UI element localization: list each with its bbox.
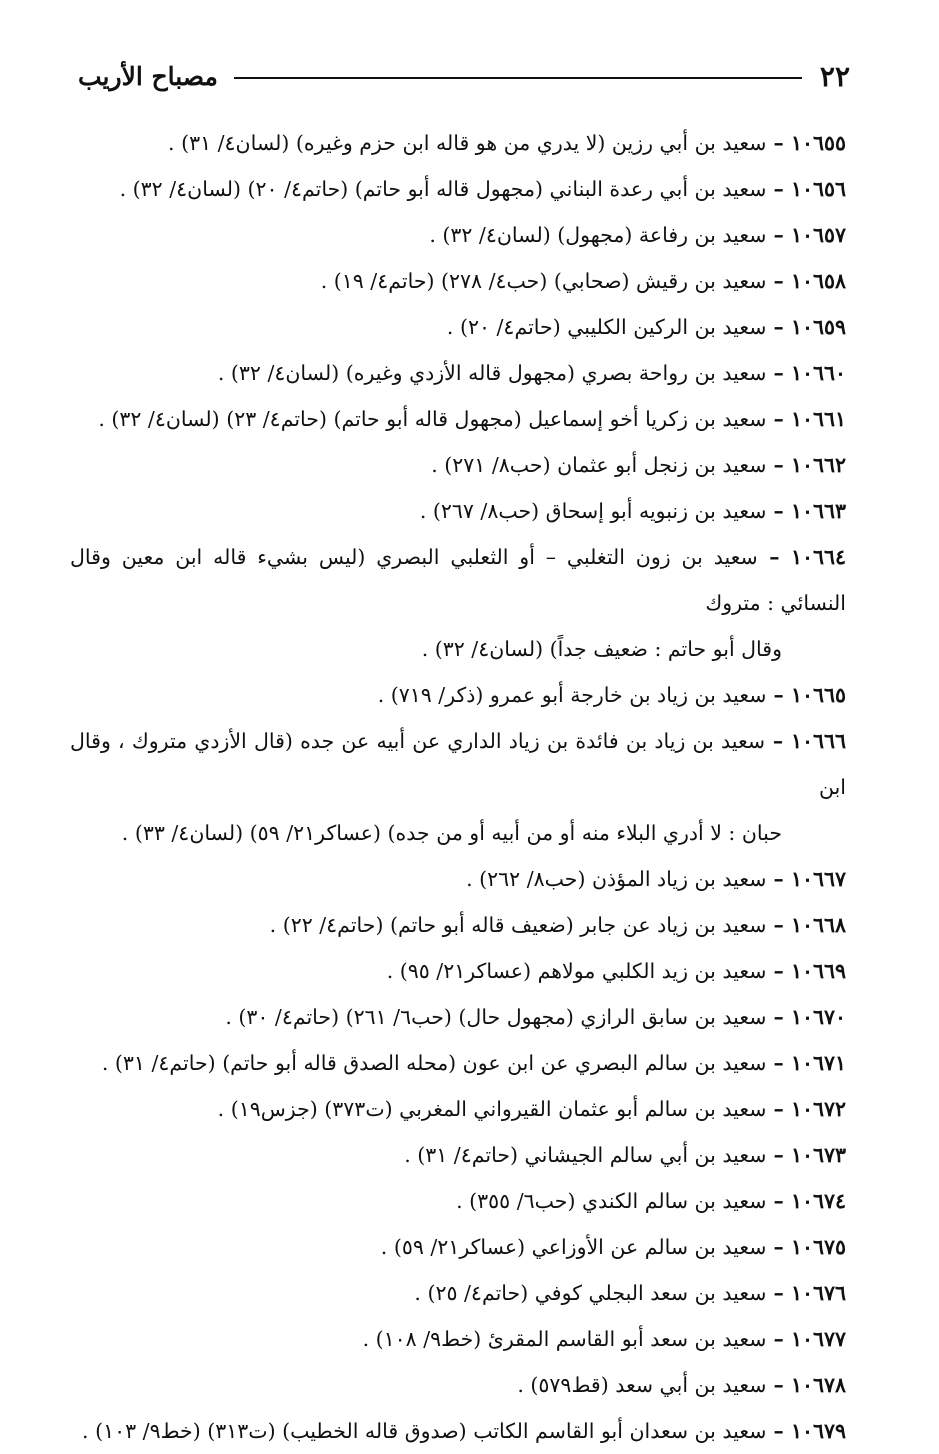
entry-dash: –: [766, 315, 791, 339]
list-item: [70, 166, 846, 212]
entry-number: ١٠٦٥٦: [790, 177, 846, 201]
entry-text: سعيد بن أبي رزين (لا يدري من هو قاله ابن حزم وغيره) (لسان٤/ ٣١) .: [168, 131, 767, 155]
entry-number: ١٠٦٧٤: [790, 1189, 846, 1213]
entry-dash: –: [766, 1051, 791, 1075]
entry-number: ١٠٦٧٩: [790, 1419, 846, 1443]
entry-number: ١٠٦٦٦: [790, 729, 846, 753]
entry-text: سعيد بن زنجل أبو عثمان (حب٨/ ٢٧١) .: [431, 453, 767, 477]
list-item: [70, 258, 846, 304]
list-item: [70, 1270, 846, 1316]
list-item: [70, 1178, 846, 1224]
entry-number: ١٠٦٦٩: [790, 959, 846, 983]
entry-number: ١٠٦٥٥: [790, 131, 846, 155]
entry-number: ١٠٦٥٨: [790, 269, 846, 293]
entry-list: [70, 120, 846, 1454]
entry-dash: –: [766, 1005, 791, 1029]
entry-number: ١٠٦٦٨: [790, 913, 846, 937]
entry-dash: –: [766, 913, 791, 937]
entry-dash: –: [766, 683, 791, 707]
list-item: [70, 350, 846, 396]
entry-dash: –: [766, 177, 791, 201]
entry-text: سعيد بن أبي سعد (قط٥٧٩) .: [517, 1373, 767, 1397]
entry-dash: –: [766, 269, 791, 293]
entry-number: ١٠٦٥٧: [790, 223, 846, 247]
list-item: [70, 1040, 846, 1086]
list-item: [70, 902, 846, 948]
entry-text: سعيد بن سالم عن الأوزاعي (عساكر٢١/ ٥٩) .: [380, 1235, 767, 1259]
book-title: مصباح الأريب: [78, 61, 218, 91]
list-item: [70, 948, 846, 994]
list-item: [70, 672, 846, 718]
entry-text: سعيد بن زياد عن جابر (ضعيف قاله أبو حاتم) (حاتم٤/ ٢٢) .: [269, 913, 767, 937]
list-item: [70, 994, 846, 1040]
entry-dash: –: [766, 1189, 791, 1213]
list-item: [70, 396, 846, 442]
entry-text: سعيد بن سعد أبو القاسم المقرئ (خط٩/ ١٠٨) .: [362, 1327, 767, 1351]
entry-dash: –: [766, 1097, 791, 1121]
entry-dash: –: [766, 959, 791, 983]
list-item: [70, 856, 846, 902]
entry-text: سعيد بن رقيش (صحابي) (حب٤/ ٢٧٨) (حاتم٤/ ١٩) .: [320, 269, 767, 293]
entry-text: سعيد بن زياد المؤذن (حب٨/ ٢٦٢) .: [466, 867, 767, 891]
list-item: [70, 1316, 846, 1362]
entry-text: سعيد بن الركين الكليبي (حاتم٤/ ٢٠) .: [446, 315, 767, 339]
entry-dash: –: [766, 1373, 791, 1397]
entry-number: ١٠٦٧٨: [790, 1373, 846, 1397]
entry-number: ١٠٦٦٣: [790, 499, 846, 523]
entry-number: ١٠٦٦٤: [790, 545, 846, 569]
entry-dash: –: [766, 453, 791, 477]
entry-number: ١٠٦٧٧: [790, 1327, 846, 1351]
entry-number: ١٠٦٧٢: [790, 1097, 846, 1121]
entry-continuation: وقال أبو حاتم : ضعيف جداً) (لسان٤/ ٣٢) .: [421, 637, 782, 661]
entry-number: ١٠٦٦٧: [790, 867, 846, 891]
entry-text: سعيد بن زكريا أخو إسماعيل (مجهول قاله أبو حاتم) (حاتم٤/ ٢٣) (لسان٤/ ٣٢) .: [98, 407, 767, 431]
entry-continuation: حبان : لا أدري البلاء منه أو من أبيه أو من جده) (عساكر٢١/ ٥٩) (لسان٤/ ٣٣) .: [121, 821, 782, 845]
entry-text: سعيد بن سالم البصري عن ابن عون (محله الصدق قاله أبو حاتم) (حاتم٤/ ٣١) .: [101, 1051, 767, 1075]
list-item: [70, 1132, 846, 1178]
entry-text: سعيد بن سعد البجلي كوفي (حاتم٤/ ٢٥) .: [414, 1281, 767, 1305]
list-item: [70, 1086, 846, 1132]
entry-dash: –: [766, 1327, 791, 1351]
entry-text: سعيد بن سالم الكندي (حب٦/ ٣٥٥) .: [456, 1189, 767, 1213]
entry-dash: –: [766, 1281, 791, 1305]
entry-number: ١٠٦٧٥: [790, 1235, 846, 1259]
list-item: [70, 304, 846, 350]
list-item: [70, 534, 846, 672]
entry-text: سعيد بن سعدان أبو القاسم الكاتب (صدوق قاله الخطيب) (ت٣١٣) (خط٩/ ١٠٣) .: [82, 1419, 767, 1443]
entry-number: ١٠٦٦٥: [790, 683, 846, 707]
entry-text: سعيد بن رواحة بصري (مجهول قاله الأزدي وغيره) (لسان٤/ ٣٢) .: [217, 361, 767, 385]
list-item: [70, 1362, 846, 1408]
entry-number: ١٠٦٧٦: [790, 1281, 846, 1305]
entry-text: سعيد بن أبي رعدة البناني (مجهول قاله أبو حاتم) (حاتم٤/ ٢٠) (لسان٤/ ٣٢) .: [119, 177, 767, 201]
entry-text: سعيد بن رفاعة (مجهول) (لسان٤/ ٣٢) .: [429, 223, 767, 247]
entry-dash: –: [766, 867, 791, 891]
list-item: [70, 1224, 846, 1270]
entry-dash: –: [766, 1143, 791, 1167]
entry-text: سعيد بن زياد بن فائدة بن زياد الداري عن أبيه عن جده (قال الأزدي متروك ، وقال ابن: [70, 729, 846, 799]
entry-number: ١٠٦٦٠: [790, 361, 846, 385]
list-item: [70, 718, 846, 856]
entry-number: ١٠٦٦١: [790, 407, 846, 431]
entry-text: سعيد بن سالم أبو عثمان القيرواني المغربي (ت٣٧٣) (جزس١٩) .: [217, 1097, 767, 1121]
entry-text: سعيد بن سابق الرازي (مجهول حال) (حب٦/ ٢٦١) (حاتم٤/ ٣٠) .: [225, 1005, 767, 1029]
entry-dash: –: [766, 361, 791, 385]
page-header: [78, 56, 850, 96]
entry-dash: –: [766, 223, 791, 247]
entry-dash: –: [765, 729, 791, 753]
entry-text: سعيد بن زياد بن خارجة أبو عمرو (ذكر/ ٧١٩) .: [377, 683, 767, 707]
list-item: [70, 1408, 846, 1454]
entry-dash: –: [766, 1235, 791, 1259]
entry-number: ١٠٦٥٩: [790, 315, 846, 339]
list-item: [70, 120, 846, 166]
page-number: ٢٢: [819, 59, 850, 93]
entry-number: ١٠٦٧١: [790, 1051, 846, 1075]
list-item: [70, 212, 846, 258]
entry-dash: –: [766, 1419, 791, 1443]
entry-dash: –: [766, 131, 791, 155]
entry-text: سعيد بن أبي سالم الجيشاني (حاتم٤/ ٣١) .: [404, 1143, 767, 1167]
list-item: [70, 442, 846, 488]
entry-text: سعيد بن زون التغلبي – أو الثعلبي البصري (ليس بشيء قاله ابن معين وقال النسائي : متروك: [70, 545, 846, 615]
entry-dash: –: [766, 499, 791, 523]
entry-number: ١٠٦٧٣: [790, 1143, 846, 1167]
entry-text: سعيد بن زنبويه أبو إسحاق (حب٨/ ٢٦٧) .: [419, 499, 767, 523]
entry-text: سعيد بن زيد الكلبي مولاهم (عساكر٢١/ ٩٥) .: [386, 959, 767, 983]
entry-number: ١٠٦٦٢: [790, 453, 846, 477]
entry-number: ١٠٦٧٠: [790, 1005, 846, 1029]
entry-dash: –: [757, 545, 791, 569]
list-item: [70, 488, 846, 534]
entry-dash: –: [766, 407, 791, 431]
header-rule: [234, 77, 802, 79]
